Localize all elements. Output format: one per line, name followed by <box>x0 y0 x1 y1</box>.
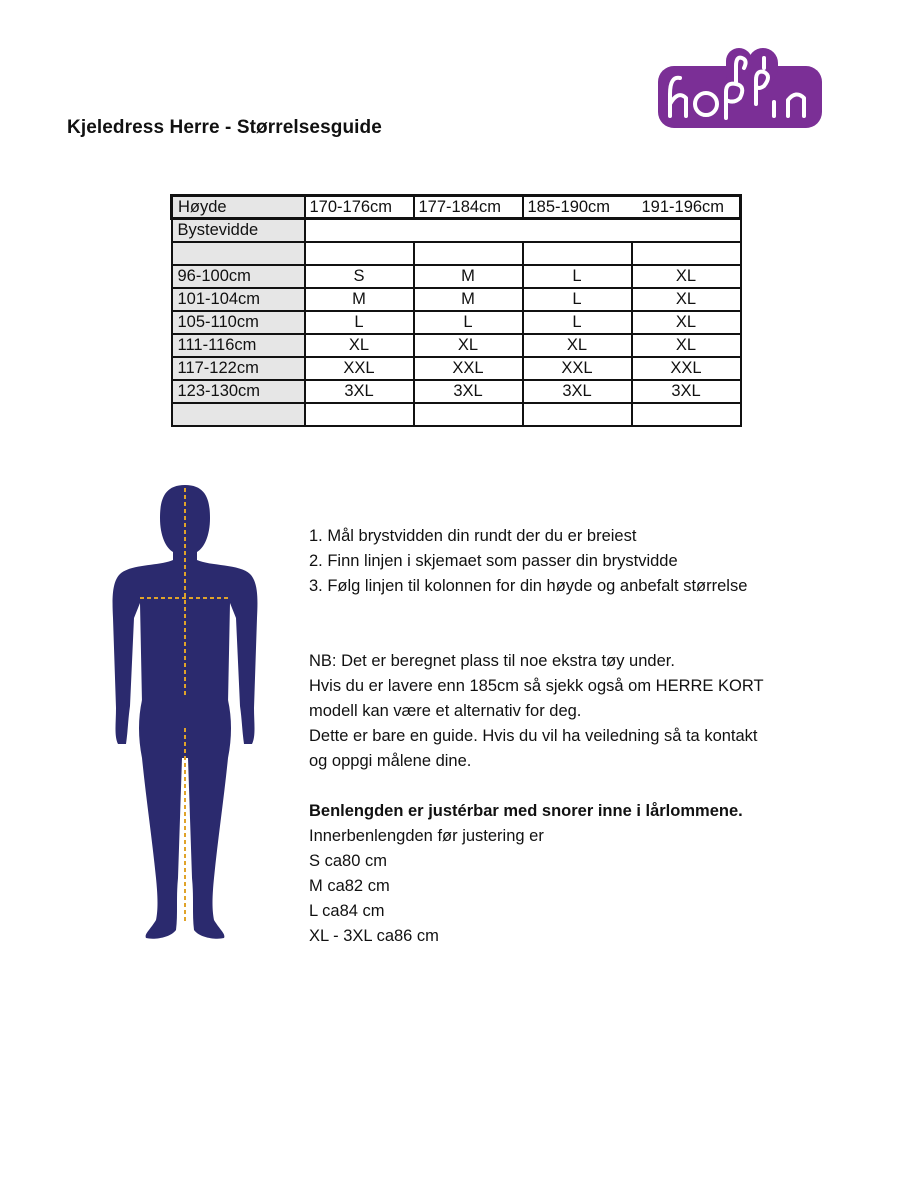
chest-range: 117-122cm <box>172 357 305 380</box>
table-row <box>172 380 741 403</box>
step-1: 1. Mål brystvidden din rundt der du er breiest <box>309 527 637 545</box>
height-header-row <box>172 196 741 219</box>
empty-label-cell <box>172 403 305 426</box>
size-cell: XL <box>305 334 414 357</box>
size-cell: XL <box>632 334 741 357</box>
size-cell: XL <box>414 334 523 357</box>
size-cell: S <box>305 265 414 288</box>
leg-size-line: L ca84 cm <box>309 902 385 920</box>
size-cell: XL <box>632 265 741 288</box>
size-cell: 3XL <box>414 380 523 403</box>
chest-range: 123-130cm <box>172 380 305 403</box>
note-line: og oppgi målene dine. <box>309 752 472 770</box>
empty-cell <box>632 242 741 265</box>
bust-label-row <box>172 219 741 242</box>
note-line: NB: Det er beregnet plass til noe ekstra tøy under. <box>309 652 675 670</box>
empty-cell <box>414 242 523 265</box>
table-row <box>172 334 741 357</box>
size-cell: M <box>414 265 523 288</box>
note-line: Dette er bare en guide. Hvis du vil ha veiledning så ta kontakt <box>309 727 758 745</box>
table-row <box>172 403 741 426</box>
leg-size-line: S ca80 cm <box>309 852 387 870</box>
leg-size-line: M ca82 cm <box>309 877 390 895</box>
hoppin-logo <box>656 46 824 130</box>
height-col-4: 191-196cm <box>632 196 741 219</box>
size-cell: XL <box>632 311 741 334</box>
bust-label: Bystevidde <box>172 219 305 242</box>
size-cell: XXL <box>414 357 523 380</box>
chest-range: 96-100cm <box>172 265 305 288</box>
note-line: modell kan være et alternativ for deg. <box>309 702 582 720</box>
empty-cell <box>305 219 741 242</box>
size-cell: M <box>414 288 523 311</box>
empty-cell <box>523 403 632 426</box>
height-label: Høyde <box>172 196 305 219</box>
size-cell: XL <box>523 334 632 357</box>
page-title: Kjeledress Herre - Størrelsesguide <box>67 117 382 138</box>
size-cell: L <box>305 311 414 334</box>
size-cell: L <box>414 311 523 334</box>
chest-range: 105-110cm <box>172 311 305 334</box>
empty-cell <box>305 403 414 426</box>
empty-cell <box>305 242 414 265</box>
table-row <box>172 311 741 334</box>
size-cell: L <box>523 265 632 288</box>
step-3: 3. Følg linjen til kolonnen for din høyde og anbefalt størrelse <box>309 577 748 595</box>
height-col-3: 185-190cm <box>523 196 632 219</box>
size-cell: XXL <box>523 357 632 380</box>
size-cell: XXL <box>632 357 741 380</box>
size-cell: L <box>523 288 632 311</box>
empty-cell <box>632 403 741 426</box>
leg-heading: Benlengden er justérbar med snorer inne i lårlommene. <box>309 802 743 820</box>
table-row <box>172 265 741 288</box>
table-row <box>172 357 741 380</box>
size-cell: M <box>305 288 414 311</box>
size-cell: L <box>523 311 632 334</box>
leg-intro: Innerbenlengden før justering er <box>309 827 544 845</box>
height-col-1: 170-176cm <box>305 196 414 219</box>
chest-range: 111-116cm <box>172 334 305 357</box>
leg-size-line: XL - 3XL ca86 cm <box>309 927 439 945</box>
size-cell: XL <box>632 288 741 311</box>
table-row <box>172 288 741 311</box>
size-cell: 3XL <box>632 380 741 403</box>
chest-range: 101-104cm <box>172 288 305 311</box>
height-col-2: 177-184cm <box>414 196 523 219</box>
size-cell: XXL <box>305 357 414 380</box>
size-table <box>170 194 742 427</box>
empty-label-cell <box>172 242 305 265</box>
empty-cell <box>523 242 632 265</box>
table-row <box>172 242 741 265</box>
size-cell: 3XL <box>523 380 632 403</box>
note-line: Hvis du er lavere enn 185cm så sjekk også om HERRE KORT <box>309 677 764 695</box>
instructions <box>309 524 764 949</box>
size-cell: 3XL <box>305 380 414 403</box>
step-2: 2. Finn linjen i skjemaet som passer din brystvidde <box>309 552 678 570</box>
body-figure <box>100 478 270 948</box>
empty-cell <box>414 403 523 426</box>
